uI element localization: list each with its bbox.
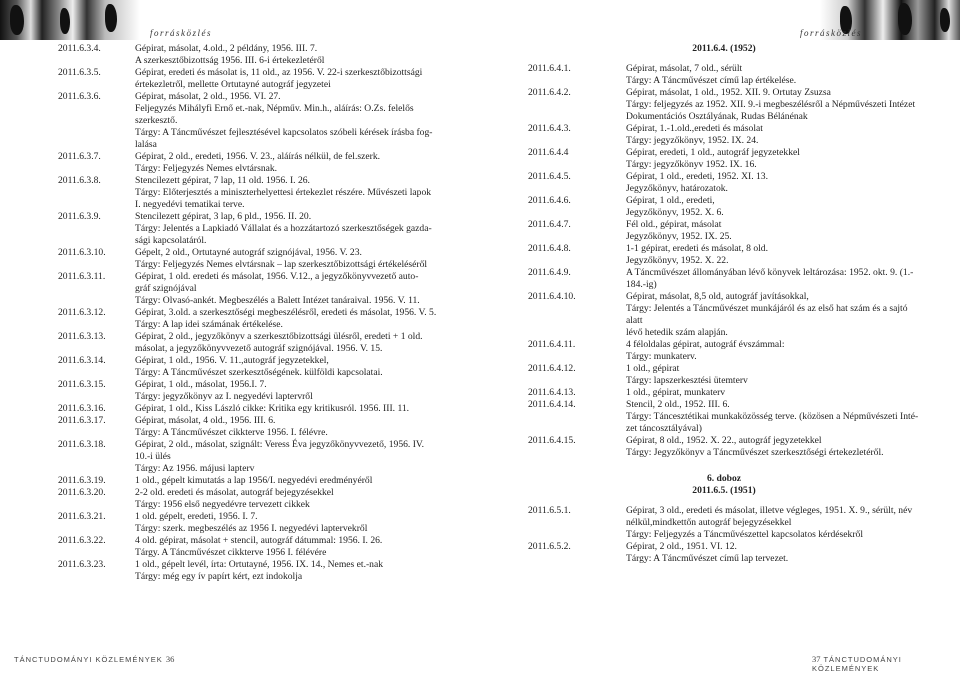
entry-line: Tárgy: A Táncművészet cikkterve 1956. I. félévre.	[135, 427, 328, 438]
entry-code: 2011.6.3.8.	[58, 175, 101, 186]
catalog-entry	[528, 541, 920, 565]
entry-line: Gépirat, másolat, 2 old., 1956. VI. 27.	[135, 91, 281, 102]
entry-line: Jegyzőkönyv, határozatok.	[626, 183, 728, 194]
entry-description	[626, 399, 920, 435]
entry-code: 2011.6.4.6.	[528, 195, 571, 206]
catalog-entries	[58, 43, 450, 583]
section-heading: 2011.6.5. (1951)	[692, 485, 756, 496]
entry-description	[626, 387, 920, 399]
entry-code: 2011.6.3.17.	[58, 415, 106, 426]
entry-description	[135, 331, 450, 355]
entry-code: 2011.6.5.2.	[528, 541, 571, 552]
entry-code: 2011.6.4.1.	[528, 63, 571, 74]
catalog-entry	[528, 505, 920, 541]
catalog-entry	[58, 535, 450, 559]
entry-line: 1 old. gépelt, eredeti, 1956. I. 7.	[135, 511, 258, 522]
entry-code: 2011.6.4.12.	[528, 363, 576, 374]
entry-line: gráf szignójával	[135, 283, 197, 294]
entry-code: 2011.6.3.22.	[58, 535, 106, 546]
entry-line: Tárgy: A Táncművészet című lap értékelése.	[626, 75, 797, 86]
catalog-entry	[58, 271, 450, 307]
entry-line: 1 old., gépelt kimutatás a lap 1956/I. negyedévi eredményéről	[135, 475, 373, 486]
entry-line: Gépirat, 8 old., 1952. X. 22., autográf jegyzetekkel	[626, 435, 822, 446]
entry-line: Jegyzőkönyv, 1952. X. 6.	[626, 207, 724, 218]
catalog-entry	[528, 219, 920, 243]
catalog-entries	[528, 43, 920, 565]
entry-line: A szerkesztőbizottság 1956. III. 6-i értekezletéről	[135, 55, 325, 66]
entry-code: 2011.6.4.14.	[528, 399, 576, 410]
entry-code: 2011.6.3.16.	[58, 403, 106, 414]
catalog-entry	[528, 363, 920, 387]
page-number: 36	[165, 654, 175, 664]
entry-code: 2011.6.3.14.	[58, 355, 106, 366]
entry-code: 2011.6.3.5.	[58, 67, 101, 78]
entry-line: Tárgy: Az 1956. májusi lapterv	[135, 463, 255, 474]
right-page	[480, 0, 960, 673]
entry-line: Tárgy: A Táncművészet című lap tervezet.	[626, 553, 789, 564]
entry-code: 2011.6.3.20.	[58, 487, 106, 498]
entry-code: 2011.6.3.11.	[58, 271, 106, 282]
entry-code: 2011.6.4.7.	[528, 219, 571, 230]
entry-line: Gépirat, másolat, 1 old., 1952. XII. 9. Ortutay Zsuzsa	[626, 87, 831, 98]
entry-line: Tárgy: feljegyzés az 1952. XII. 9.-i megbeszélésről a Népművészeti Intézet	[626, 99, 916, 110]
entry-line: Tárgy: A Táncművészet fejlesztésével kapcsolatos szóbeli kérések írásba fog-	[135, 127, 433, 138]
catalog-entry	[58, 487, 450, 511]
entry-line: Tárgy: Feljegyzés a Táncművészettel kapcsolatos kérdésekről	[626, 529, 864, 540]
entry-line: Tárgy: jegyzőkönyv 1952. IX. 16.	[626, 159, 757, 170]
dancer-silhouette	[898, 3, 912, 35]
entry-line: Gépirat, 1 old., 1956. V. 11.,autográf jegyzetekkel,	[135, 355, 329, 366]
entry-line: Feljegyzés Mihályfi Ernő et.-nak, Népműv. Min.h., aláírás: O.Zs. felelős	[135, 103, 414, 114]
entry-line: Gépirat, másolat, 4 old., 1956. III. 6.	[135, 415, 276, 426]
entry-code: 2011.6.4.11.	[528, 339, 576, 350]
entry-line: 2-2 old. eredeti és másolat, autográf bejegyzésekkel	[135, 487, 334, 498]
dancer-silhouette	[60, 8, 70, 34]
section-tag: forrásközlés	[800, 28, 863, 38]
catalog-entry	[528, 291, 920, 339]
entry-code: 2011.6.3.21.	[58, 511, 106, 522]
entry-line: Jegyzőkönyv, 1952. X. 22.	[626, 255, 729, 266]
catalog-entry	[58, 511, 450, 535]
catalog-entry	[528, 243, 920, 267]
entry-description	[626, 147, 920, 171]
entry-line: 184.-ig)	[626, 279, 657, 290]
catalog-entry	[528, 435, 920, 459]
entry-description	[135, 247, 450, 271]
entry-description	[626, 541, 920, 565]
entry-description	[135, 535, 450, 559]
entry-description	[135, 67, 450, 91]
section-heading: 2011.6.4. (1952)	[692, 43, 756, 54]
entry-line: Dokumentációs Osztályának, Rudas Bélánénak	[626, 111, 808, 122]
entry-description	[626, 267, 920, 291]
entry-line: Tárgy: A lap idei számának értékelése.	[135, 319, 283, 330]
catalog-entry	[528, 63, 920, 87]
entry-description	[135, 355, 450, 379]
catalog-entry	[58, 67, 450, 91]
entry-line: 4 féloldalas gépirat, autográf évszámmal:	[626, 339, 785, 350]
catalog-entry	[58, 175, 450, 211]
entry-code: 2011.6.3.9.	[58, 211, 101, 222]
entry-line: Jegyzőkönyv, 1952. IX. 25.	[626, 231, 732, 242]
left-page	[0, 0, 480, 665]
dance-photo-banner	[0, 0, 140, 40]
entry-line: 1 old., gépelt levél, írta: Ortutayné, 1956. IX. 14., Nemes et.-nak	[135, 559, 384, 570]
entry-line: Tárgy: Jelentés a Táncművészet munkájáról és az első hat szám és a sajtó alatt	[626, 303, 908, 326]
entry-line: Tárgy: A Táncművészet szerkesztőségének. külföldi kapcsolatai.	[135, 367, 383, 378]
entry-line: Tárgy: Feljegyzés Nemes elvtársnak – lap szerkesztőbizottsági értékeléséről	[135, 259, 428, 270]
entry-code: 2011.6.3.7.	[58, 151, 101, 162]
catalog-entry	[528, 123, 920, 147]
entry-line: 1-1 gépirat, eredeti és másolat, 8 old.	[626, 243, 768, 254]
entry-line: Gépelt, 2 old., Ortutayné autográf szignójával, 1956. V. 23.	[135, 247, 362, 258]
entry-line: lévő hetedik szám alapján.	[626, 327, 728, 338]
section-tag: forrásközlés	[150, 28, 213, 38]
entry-description	[626, 63, 920, 87]
catalog-entry	[58, 439, 450, 475]
entry-description	[135, 511, 450, 535]
entry-line: Tárgy: Feljegyzés Nemes elvtársnak.	[135, 163, 278, 174]
entry-line: Gépirat, eredeti, 1 old., autográf jegyzetekkel	[626, 147, 800, 158]
entry-code: 2011.6.3.10.	[58, 247, 106, 258]
entry-code: 2011.6.5.1.	[528, 505, 571, 516]
entry-line: Gépirat, másolat, 8,5 old, autográf javításokkal,	[626, 291, 809, 302]
catalog-entry	[58, 475, 450, 487]
entry-description	[135, 151, 450, 175]
entry-code: 2011.6.3.13.	[58, 331, 106, 342]
entry-description	[135, 439, 450, 475]
entry-line: Gépirat, 1 old., eredeti, 1952. XI. 13.	[626, 171, 769, 182]
catalog-entry	[528, 87, 920, 123]
entry-description	[135, 211, 450, 247]
entry-code: 2011.6.4.10.	[528, 291, 576, 302]
entry-line: másolat, a jegyzőkönyvvezető autográf szignójával. 1956. V. 15.	[135, 343, 383, 354]
catalog-entry	[528, 399, 920, 435]
catalog-entry	[58, 211, 450, 247]
entry-code: 2011.6.4.8.	[528, 243, 571, 254]
entry-line: I. negyedévi tematikai terve.	[135, 199, 245, 210]
entry-line: Tárgy: Táncesztétikai munkaközösség terve. (közösen a Népművészeti Inté-	[626, 411, 919, 422]
catalog-entry	[528, 339, 920, 363]
entry-line: Tárgy: Jegyzőkönyv a Táncművészet szerkesztőségi értekezletéről.	[626, 447, 884, 458]
entry-description	[135, 271, 450, 307]
entry-line: szerkesztő.	[135, 115, 178, 126]
page-number: 37	[812, 654, 821, 664]
entry-code: 2011.6.4.9.	[528, 267, 571, 278]
entry-code: 2011.6.3.18.	[58, 439, 106, 450]
entry-description	[626, 339, 920, 363]
catalog-entry	[58, 91, 450, 151]
entry-line: Stencil, 2 old., 1952. III. 6.	[626, 399, 730, 410]
entry-line: 10.-i ülés	[135, 451, 171, 462]
entry-line: Stencilezett gépirat, 3 lap, 6 pld., 1956. II. 20.	[135, 211, 312, 222]
entry-description	[135, 91, 450, 151]
entry-line: nélkül,mindkettőn autográf bejegyzésekkel	[626, 517, 792, 528]
entry-line: Tárgy: munkaterv.	[626, 351, 697, 362]
entry-line: Gépirat, 2 old., másolat, szignált: Veress Éva jegyzőkönyvvezető, 1956. IV.	[135, 439, 424, 450]
entry-description	[135, 175, 450, 211]
entry-code: 2011.6.3.19.	[58, 475, 106, 486]
catalog-entry	[528, 171, 920, 195]
entry-code: 2011.6.4.2.	[528, 87, 571, 98]
entry-code: 2011.6.4.4	[528, 147, 569, 158]
entry-code: 2011.6.3.15.	[58, 379, 106, 390]
entry-line: 4 old. gépirat, másolat + stencil, autográf dátummal: 1956. I. 26.	[135, 535, 383, 546]
catalog-entry	[58, 415, 450, 439]
catalog-entry	[58, 355, 450, 379]
entry-line: 1 old., gépirat, munkaterv	[626, 387, 726, 398]
entry-code: 2011.6.4.13.	[528, 387, 576, 398]
entry-line: Fél old., gépirat, másolat	[626, 219, 722, 230]
entry-description	[626, 291, 920, 339]
entry-description	[135, 415, 450, 439]
entry-code: 2011.6.4.5.	[528, 171, 571, 182]
entry-line: Tárgy: 1956 első negyedévre tervezett cikkek	[135, 499, 310, 510]
entry-line: Gépirat, 1 old., eredeti,	[626, 195, 715, 206]
entry-description	[626, 171, 920, 195]
entry-description	[626, 219, 920, 243]
entry-line: Tárgy. A Táncművészet cikkterve 1956 I. félévére	[135, 547, 327, 558]
entry-description	[135, 487, 450, 511]
catalog-entry	[528, 147, 920, 171]
box-heading: 6. doboz	[706, 473, 742, 484]
entry-line: Gépirat, 3 old., eredeti és másolat, illetve végleges, 1951. X. 9., sérült, név	[626, 505, 913, 516]
entry-description	[626, 435, 920, 459]
entry-line: Gépirat, 1.-1.old.,eredeti és másolat	[626, 123, 763, 134]
entry-line: lalása	[135, 139, 157, 150]
catalog-entry	[528, 387, 920, 399]
journal-title: TÁNCTUDOMÁNYI KÖZLEMÉNYEK	[14, 655, 163, 664]
entry-line: Gépirat, 3.old. a szerkesztőségi megbeszélésről, eredeti és másolat, 1956. V. 5.	[135, 307, 437, 318]
entry-description	[135, 403, 450, 415]
entry-description	[135, 43, 450, 67]
entry-line: Gépirat, 1 old. eredeti és másolat, 1956. V.12., a jegyzőkönyvvezető auto-	[135, 271, 419, 282]
entry-description	[626, 87, 920, 123]
entry-line: Tárgy: Előterjesztés a miniszterhelyettesi értekezlet részére. Művészeti lapok	[135, 187, 432, 198]
entry-description	[135, 559, 450, 583]
page-footer	[14, 654, 174, 664]
entry-line: Gépirat, másolat, 7 old., sérült	[626, 63, 743, 74]
entry-description	[626, 505, 920, 541]
entry-description	[135, 379, 450, 403]
catalog-entry	[58, 43, 450, 67]
entry-code: 2011.6.4.15.	[528, 435, 576, 446]
entry-line: Stencilezett gépirat, 7 lap, 11 old. 1956. I. 26.	[135, 175, 310, 186]
entry-line: Gépirat, 2 old., 1951. VI. 12.	[626, 541, 737, 552]
entry-code: 2011.6.3.23.	[58, 559, 106, 570]
entry-line: Tárgy: lapszerkesztési ütemterv	[626, 375, 748, 386]
entry-line: Tárgy: Olvasó-ankét. Megbeszélés a Balett Intézet tanáraival. 1956. V. 11.	[135, 295, 420, 306]
catalog-entry	[58, 151, 450, 175]
entry-line: Gépirat, eredeti és másolat is, 11 old., az 1956. V. 22-i szerkesztőbizottsági	[135, 67, 423, 78]
catalog-entry	[58, 559, 450, 583]
page-footer	[812, 654, 960, 673]
entry-line: Gépirat, 1 old., másolat, 1956.I. 7.	[135, 379, 267, 390]
entry-line: Tárgy: jegyzőkönyv az I. negyedévi laptervről	[135, 391, 313, 402]
entry-description	[626, 123, 920, 147]
catalog-entry	[58, 403, 450, 415]
catalog-entry	[58, 307, 450, 331]
entry-description	[135, 475, 450, 487]
entry-line: A Táncművészet állományában lévő könyvek leltározása: 1952. okt. 9. (1.-	[626, 267, 914, 278]
entry-line: zet táncosztályával)	[626, 423, 702, 434]
entry-line: Tárgy: Jelentés a Lapkiadó Vállalat és a hozzátartozó szerkesztőségek gazda-	[135, 223, 432, 234]
entry-description	[626, 243, 920, 267]
journal-title: TÁNCTUDOMÁNYI KÖZLEMÉNYEK	[812, 655, 902, 673]
entry-line: értekezletről, mellette Ortutayné autográf jegyzetei	[135, 79, 331, 90]
catalog-entry	[528, 267, 920, 291]
entry-line: Tárgy: szerk. megbeszélés az 1956 I. negyedévi laptervekről	[135, 523, 368, 534]
entry-code: 2011.6.4.3.	[528, 123, 571, 134]
catalog-entry	[58, 379, 450, 403]
entry-code: 2011.6.3.4.	[58, 43, 101, 54]
catalog-entry	[58, 247, 450, 271]
entry-line: Gépirat, 2 old., eredeti, 1956. V. 23., aláírás nélkül, de fel.szerk.	[135, 151, 381, 162]
entry-line: Tárgy: még egy ív papírt kért, ezt indokolja	[135, 571, 303, 582]
entry-line: Gépirat, 2 old., jegyzőkönyv a szerkesztőbizottsági ülésről, eredeti + 1 old.	[135, 331, 423, 342]
catalog-entry	[528, 195, 920, 219]
dancer-silhouette	[105, 4, 117, 32]
entry-line: sági kapcsolatáról.	[135, 235, 207, 246]
catalog-entry	[58, 331, 450, 355]
dancer-silhouette	[940, 8, 950, 32]
dancer-silhouette	[10, 5, 24, 35]
entry-line: Tárgy: jegyzőkönyv, 1952. IX. 24.	[626, 135, 759, 146]
entry-code: 2011.6.3.12.	[58, 307, 106, 318]
entry-line: Gépirat, másolat, 4.old., 2 példány, 1956. III. 7.	[135, 43, 318, 54]
entry-code: 2011.6.3.6.	[58, 91, 101, 102]
entry-description	[626, 195, 920, 219]
entry-description	[626, 363, 920, 387]
entry-line: 1 old., gépirat	[626, 363, 680, 374]
entry-line: Gépirat, 1 old., Kiss László cikke: Kritika egy kritikusról. 1956. III. 11.	[135, 403, 410, 414]
entry-description	[135, 307, 450, 331]
